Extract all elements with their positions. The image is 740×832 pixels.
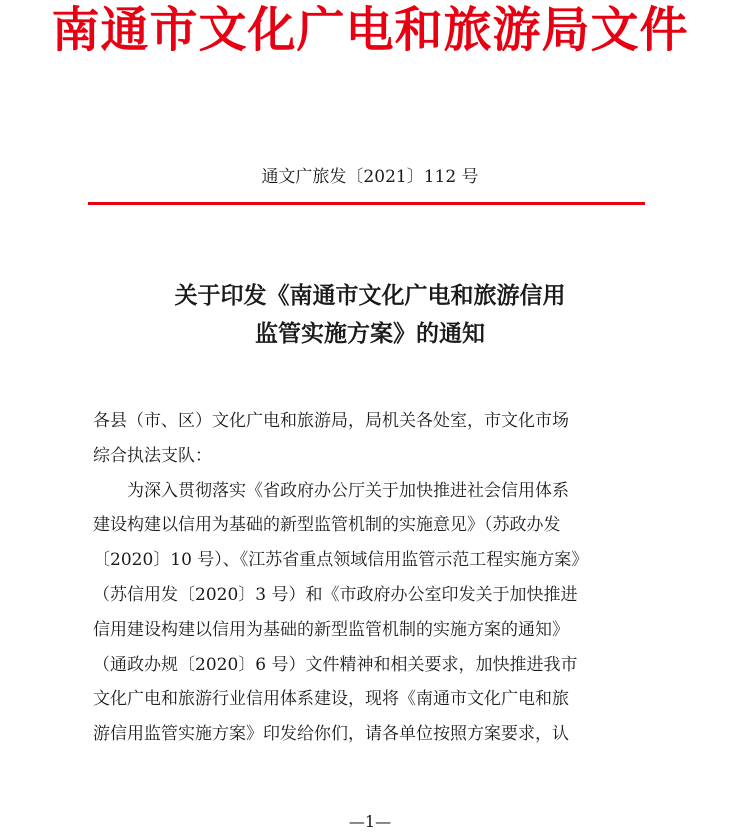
page-number: —1— [348,812,392,831]
body-line: 〔2020〕10 号）、《江苏省重点领域信用监管示范工程实施方案》 [93,550,589,571]
body-line: 建设构建以信用为基础的新型监管机制的实施意见》（苏政办发 [93,515,561,536]
notice-title-line-1: 关于印发《南通市文化广电和旅游信用 [174,282,566,309]
body-line: （通政办规〔2020〕6 号）文件精神和相关要求，加快推进我市 [93,654,578,675]
body-line: 为深入贯彻落实《省政府办公厅关于加快推进社会信用体系 [127,480,569,501]
header-divider [88,202,645,205]
body-line: 综合执法支队： [93,445,212,466]
body-line: 游信用监管实施方案》印发给你们，请各单位按照方案要求，认 [93,724,569,745]
notice-title-line-2: 监管实施方案》的通知 [255,320,485,347]
body-line: 信用建设构建以信用为基础的新型监管机制的实施方案的通知》 [93,619,569,640]
document-masthead: 南通市文化广电和旅游局文件 [51,2,689,58]
body-line: （苏信用发〔2020〕3 号）和《市政府办公室印发关于加快推进 [93,584,578,605]
document-number: 通文广旅发〔2021〕112 号 [261,167,479,187]
body-text [93,404,645,752]
body-line: 各县（市、区）文化广电和旅游局，局机关各处室，市文化市场 [93,411,569,431]
body-line: 文化广电和旅游行业信用体系建设，现将《南通市文化广电和旅 [93,689,569,710]
